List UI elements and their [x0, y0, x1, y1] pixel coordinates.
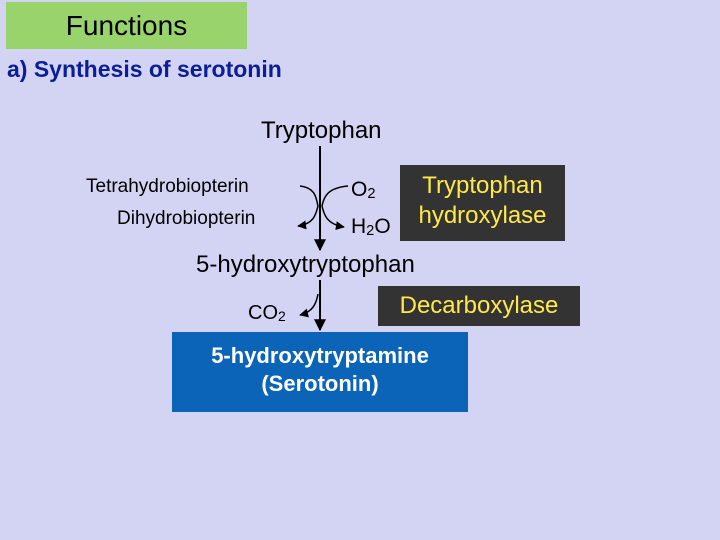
oxygen-curve-arrow — [322, 186, 348, 227]
cofactor-out-label: Dihydrobiopterin — [117, 208, 256, 229]
cofactor-in-label: Tetrahydrobiopterin — [86, 176, 249, 197]
enzyme-hydroxylase-line1: Tryptophan — [422, 172, 543, 199]
carbon-dioxide-label: $CO_2$ — [248, 302, 286, 324]
cofactor-curve-arrow — [298, 186, 318, 226]
page-title: Functions — [65, 9, 188, 41]
substrate-label: Tryptophan — [261, 117, 382, 144]
section-subtitle: a) Synthesis of serotonin — [7, 56, 282, 82]
enzyme-hydroxylase-line2: hydroxylase — [418, 202, 547, 229]
product-common-name: (Serotonin) — [261, 371, 379, 396]
enzyme-decarboxylase-label: Decarboxylase — [399, 292, 559, 319]
oxygen-label: $O_2$ — [351, 178, 376, 202]
water-label: $H_2O$ — [351, 215, 391, 239]
co2-curve-arrow — [300, 294, 318, 315]
intermediate-label: 5-hydroxytryptophan — [196, 251, 415, 278]
product-name: 5-hydroxytryptamine — [211, 343, 429, 368]
